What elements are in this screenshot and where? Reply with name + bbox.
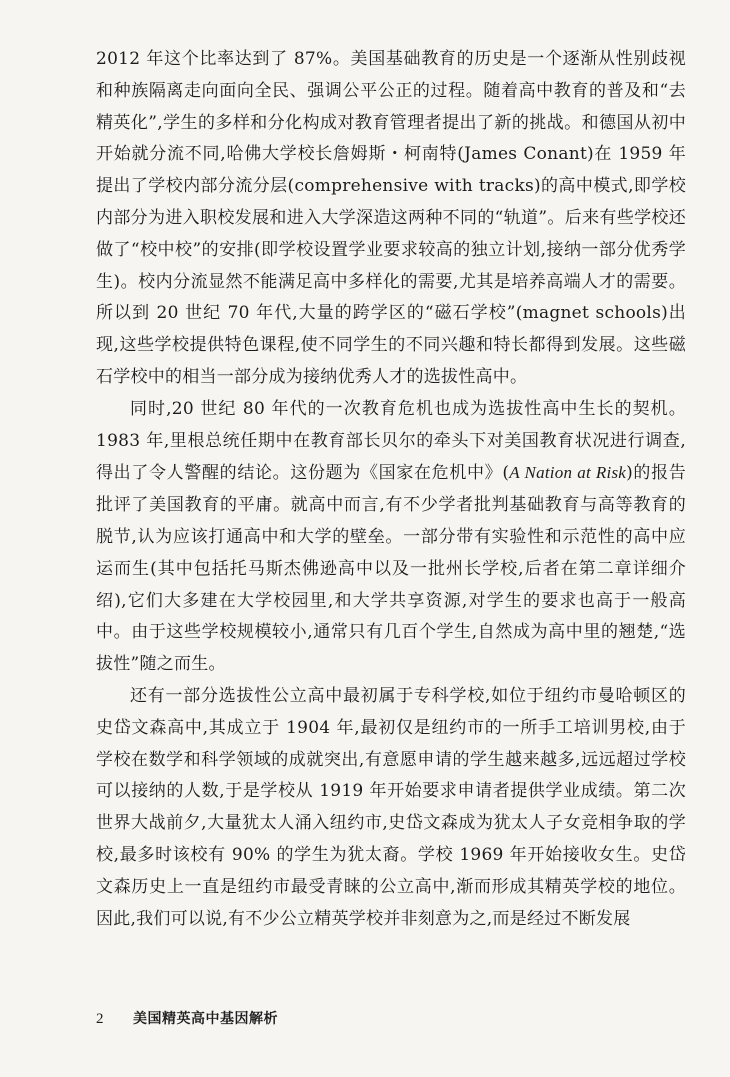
paragraph-1 bbox=[96, 44, 686, 394]
paragraph-3 bbox=[96, 681, 686, 935]
page-body bbox=[96, 44, 686, 935]
paragraph-1-text: 2012 年这个比率达到了 87%。美国基础教育的历史是一个逐渐从性别歧视和种族隔离走向面向全民、强调公平公正的过程。随着高中教育的普及和“去精英化”,学生的多样和分化构成对教育管理者提出了新的挑战。和德国从初中开始就分流不同,哈佛大学校长詹姆斯・柯南特(James Conant)在 1959 年提出了学校内部分流分层(comprehensive with tracks)的高中模式,即学校内部分为进入职校发展和进入大学深造这两种不同的“轨道”。后来有些学校还做了“校中校”的安排(即学校设置学业要求较高的独立计划,接纳一部分优秀学生)。校内分流显然不能满足高中多样化的需要,尤其是培养高端人才的需要。所以到 20 世纪 70 年代,大量的跨学区的“磁石学校”(magnet schools)出现,这些学校提供特色课程,使不同学生的不同兴趣和特长都得到发展。这些磁石学校中的相当一部分成为接纳优秀人才的选拔性高中。 bbox=[96, 49, 686, 387]
page-number: 2 bbox=[96, 1011, 104, 1027]
paragraph-2-text-b: )的报告批评了美国教育的平庸。就高中而言,有不少学者批判基础教育与高等教育的脱节,认为应该打通高中和大学的壁垒。一部分带有实验性和示范性的高中应运而生(其中包括托马斯杰佛逊高中以及一批州长学校,后者在第二章详细介绍),它们大多建在大学校园里,和大学共享资源,对学生的要求也高于一般高中。由于这些学校规模较小,通常只有几百个学生,自然成为高中里的翘楚,“选拔性”随之而生。 bbox=[96, 463, 686, 675]
report-title-italic: A Nation at Risk bbox=[509, 463, 627, 483]
paragraph-2-text-a: 同时,20 世纪 80 年代的一次教育危机也成为选拔性高中生长的契机。1983 年,里根总统任期中在教育部长贝尔的牵头下对美国教育状况进行调查,得出了令人警醒的结论。这份题为《国家在危机中》( bbox=[96, 398, 686, 484]
paragraph-3-text: 还有一部分选拔性公立高中最初属于专科学校,如位于纽约市曼哈顿区的史岱文森高中,其成立于 1904 年,最初仅是纽约市的一所手工培训男校,由于学校在数学和科学领域的成就突出,有意愿申请的学生越来越多,远远超过学校可以接纳的人数,于是学校从 1919 年开始要求申请者提供学业成绩。第二次世界大战前夕,大量犹太人涌入纽约市,史岱文森成为犹太人子女竞相争取的学校,最多时该校有 90% 的学生为犹太裔。学校 1969 年开始接收女生。史岱文森历史上一直是纽约市最受青睐的公立高中,渐而形成其精英学校的地位。因此,我们可以说,有不少公立精英学校并非刻意为之,而是经过不断发展 bbox=[96, 685, 686, 929]
page-footer bbox=[96, 1007, 686, 1031]
running-book-title: 美国精英高中基因解析 bbox=[133, 1011, 278, 1027]
paragraph-2 bbox=[96, 394, 686, 681]
